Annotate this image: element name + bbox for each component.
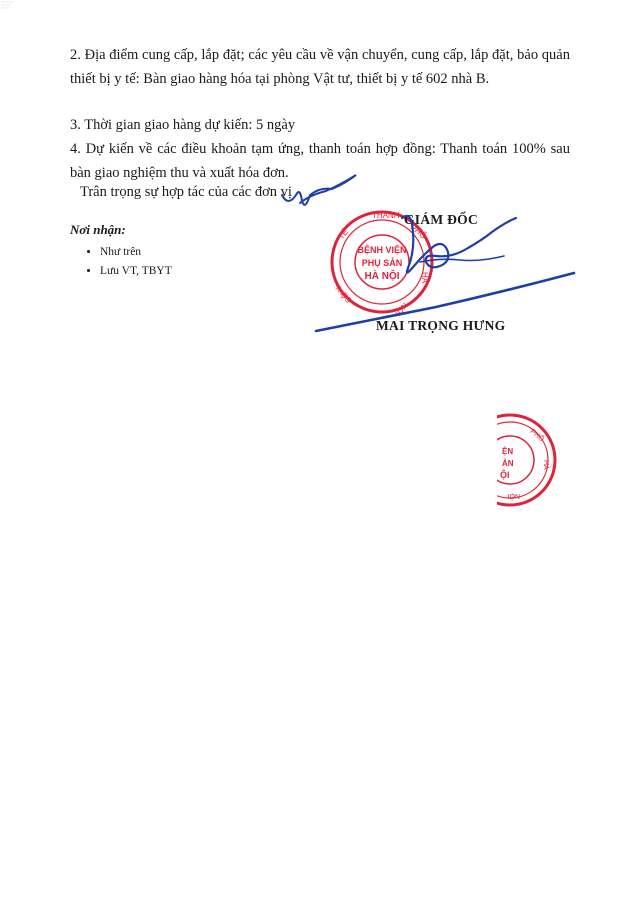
svg-text:HÀ NỘI: HÀ NỘI bbox=[364, 271, 400, 282]
svg-text:SỞ Y: SỞ Y bbox=[334, 283, 354, 305]
svg-text:ẢN: ẢN bbox=[502, 459, 514, 468]
recipient-item: • Lưu VT, TBYT bbox=[100, 262, 172, 281]
director-name: MAI TRỌNG HƯNG bbox=[376, 318, 506, 333]
director-title: GIÁM ĐỐC bbox=[404, 212, 479, 227]
svg-text:PHỐ: PHỐ bbox=[528, 428, 545, 444]
svg-text:ỘI: ỘI bbox=[500, 470, 510, 480]
paragraph-delivery-location: 2. Địa điểm cung cấp, lắp đặt; các yêu cầu về vận chuyển, cung cấp, lắp đặt, bảo quản thiết bị y tế: Bàn giao hàng hóa tại phòng Vật tư, thiết bị y tế 602 nhà B. bbox=[70, 47, 570, 87]
svg-text:HÀ: HÀ bbox=[420, 272, 429, 284]
recipients-title: Nơi nhận: bbox=[70, 222, 126, 237]
svg-text:THÀNH: THÀNH bbox=[372, 211, 400, 220]
closing-line: Trân trọng sự hợp tác của các đơn vị bbox=[80, 184, 292, 200]
svg-text:PHỐ: PHỐ bbox=[408, 222, 428, 241]
scan-corner-mark bbox=[0, 0, 18, 14]
paragraph-delivery-time: 3. Thời gian giao hàng dự kiến: 5 ngày bbox=[70, 117, 296, 133]
svg-text:PHỤ SẢN: PHỤ SẢN bbox=[361, 258, 403, 268]
svg-text:ỆN: ỆN bbox=[502, 447, 514, 456]
recipient-item: • Như trên bbox=[100, 243, 172, 262]
svg-text:NỘI: NỘI bbox=[393, 300, 410, 318]
paragraph-payment-terms: 4. Dự kiến về các điều khoản tạm ứng, thanh toán hợp đồng: Thanh toán 100% sau bàn giao nghiệm thu và xuất hóa đơn. bbox=[70, 141, 570, 181]
svg-text:NỘI: NỘI bbox=[507, 492, 520, 499]
svg-text:TẾ: TẾ bbox=[336, 227, 351, 242]
svg-text:BỆNH VIỆN: BỆNH VIỆN bbox=[357, 245, 407, 255]
svg-text:HÀ: HÀ bbox=[542, 460, 549, 470]
